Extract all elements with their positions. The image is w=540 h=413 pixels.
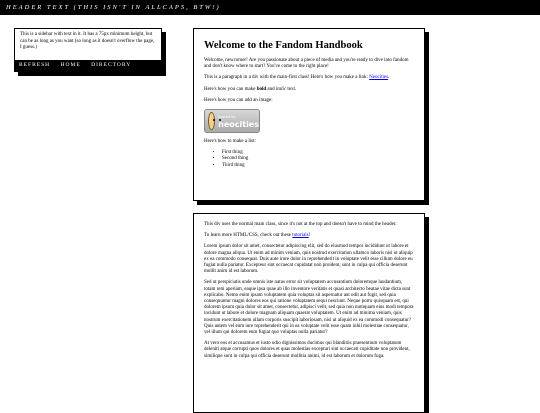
list-item: • Second thing xyxy=(222,156,414,162)
list-item: • First thing xyxy=(222,150,414,156)
header-text: HEADER TEXT (THIS ISN'T IN ALLCAPS, BTW!) xyxy=(6,4,221,11)
lorem-paragraph-1: Lorem ipsum dolor sit amet, consectetur adipiscing elit, sed do eiusmod tempor incididunt ut labore et dolore magna aliqua. Ut enim ad minim veniam, quis nostrud exercitation ullamco laboris nisi ut aliquip ex ea commodo consequat. Duis aute irure dolor in reprehenderit in voluptate velit esse cillum dolore eu fugiat nulla pariatur. Excepteur sint occaecat cupidatat non proident, sunt in culpa qui officia deserunt mollit anim id est laborum. xyxy=(204,244,413,275)
main-card xyxy=(193,213,425,413)
image-paragraph: Here's how you can add an image: xyxy=(204,97,273,103)
sidebar-text: This is a sidebar with text in it. It has a 75px minimum height, but can be as long as you want (so long as it doesn't overflow the page, I guess.) xyxy=(20,32,155,50)
neocities-badge[interactable] xyxy=(204,109,260,133)
tutorials-link[interactable]: tutorials xyxy=(292,233,309,239)
tutorials-paragraph xyxy=(204,233,414,239)
list-item: • Third thing xyxy=(222,163,414,169)
bold-word: bold xyxy=(256,86,267,92)
formatting-text: Here's how you can make xyxy=(204,86,256,92)
nav-directory-link[interactable]: DIRECTORY xyxy=(91,62,132,68)
exclamation: ! xyxy=(308,233,311,239)
sidebar-nav xyxy=(15,60,161,71)
second-intro: This div uses the normal main class, since it's not at the top and doesn't have to mind the header. xyxy=(204,222,397,227)
text-word: text. xyxy=(287,86,297,92)
nav-refresh-link[interactable]: REFRESH xyxy=(19,62,51,68)
link-paragraph: This is a paragraph in a div with the main-first class! Here's how you make a link: Neocities. xyxy=(204,75,390,81)
badge-small-text: hosted by xyxy=(218,115,236,120)
link-paragraph-text: This is a paragraph in a div with the main-first class! Here's how you make a link: xyxy=(204,75,368,81)
example-list xyxy=(212,150,414,169)
header-bar xyxy=(0,0,540,15)
main-first-card xyxy=(193,28,425,201)
nav-home-link[interactable]: HOME xyxy=(60,62,81,68)
and-word: and xyxy=(267,86,275,92)
italic-word: italic xyxy=(275,86,287,92)
lorem-paragraph-3: At vero eos et accusamus et iusto odio dignissimos ducimus qui blanditiis praesentium voluptatum deleniti atque corrupti quos dolores et quas molestias excepturi sint occaecati cupiditate non provident, similique sunt in culpa qui officia deserunt mollitia animi, id est laborum et dolorum fuga. xyxy=(204,341,410,359)
lorem-paragraph-2: Sed ut perspiciatis unde omnis iste natus error sit voluptatem accusantium doloremque laudantium, totam rem aperiam, eaque ipsa quae ab illo inventore veritatis et quasi architecto beatae vitae dicta sunt explicabo. Nemo enim ipsam voluptatem quia voluptas sit aspernatur aut odit aut fugit, sed quia consequuntur magni dolores eos qui ratione voluptatem sequi nesciunt. Neque porro quisquam est, qui dolorem ipsum quia dolor sit amet, consectetur, adipisci velit, sed quia non numquam eius modi tempora incidunt ut labore et dolore magnam aliquam quaerat voluptatem. Ut enim ad minima veniam, quis nostrum exercitationem ullam corporis suscipit laboriosam, nisi ut aliquid ex ea commodi consequatur? Quis autem vel eum iure reprehenderit qui in ea voluptate velit esse quam nihil molestiae consequatur, vel illum qui dolorem eum fugiat quo voluptas nulla pariatur? xyxy=(204,280,414,336)
sidebar xyxy=(14,28,162,72)
neocities-cat-icon xyxy=(208,112,215,130)
neocities-link[interactable]: Neocities xyxy=(369,75,389,81)
list-intro: Here's how to make a list: xyxy=(204,139,256,145)
tutorials-text: To learn more HTML/CSS, check out these xyxy=(204,233,291,239)
page-title: Welcome to the Fandom Handbook xyxy=(204,40,363,51)
badge-big-text: neocities xyxy=(218,120,259,130)
formatting-paragraph xyxy=(204,87,414,93)
intro-paragraph: Welcome, newcomer! Are you passionate about a piece of media and you're ready to dive into fandom and don't know where to start? You've come to the right place! xyxy=(204,58,409,70)
